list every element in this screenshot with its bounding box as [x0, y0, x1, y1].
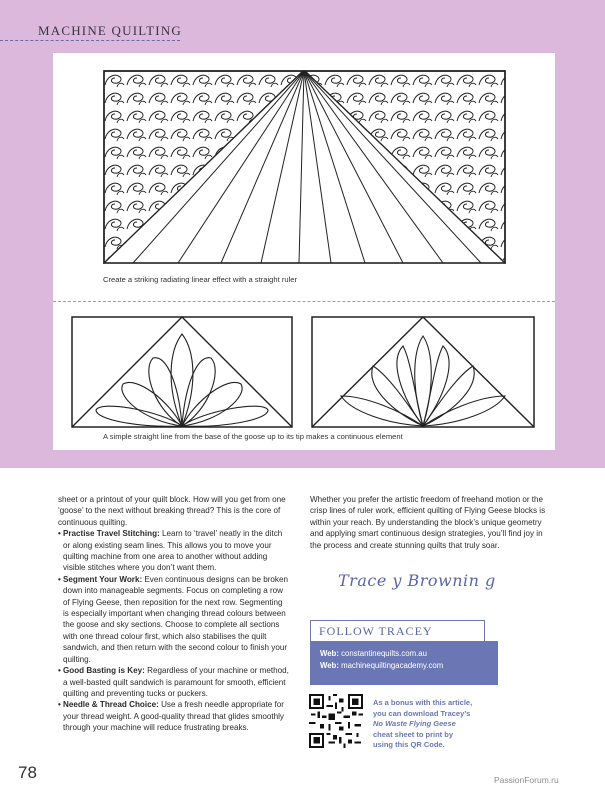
- bonus-line-3: cheat sheet to print by: [373, 729, 454, 739]
- tip-title: Good Basting is Key:: [63, 666, 145, 676]
- closing-paragraph: Whether you prefer the artistic freedom of freehand motion or the crisp lines of ruler work, efficient quilting of Flying Geese blocks is within your reach. By understanding the block’s unique geometry and applying smart continuous design strategies, you’ll find joy in the process and create stunning quilts that truly soar.: [310, 495, 546, 550]
- follow-box: [310, 641, 498, 685]
- bonus-title: No Waste Flying Geese: [373, 719, 456, 729]
- bonus-line-2: you can download Tracey’s: [373, 708, 471, 718]
- bonus-line-1: As a bonus with this article,: [373, 698, 473, 707]
- list-item: [58, 699, 290, 733]
- page-number: 78: [18, 763, 37, 782]
- web-line-2: [320, 660, 488, 672]
- bonus-note: [373, 698, 503, 751]
- tip-text: Learn to ‘travel’ neatly in the ditch or along existing seam lines. This allows you to move your quilting machine from one area to another without adding visible stitches where you don’t want them.: [63, 529, 283, 573]
- follow-header: [310, 620, 485, 642]
- tips-list: [58, 528, 290, 733]
- list-item: [58, 574, 290, 665]
- web-link-constantinequilts[interactable]: constantinequilts.com.au: [341, 649, 427, 658]
- tip-text: Even continuous designs can be broken down into manageable segments. Focus on completing a row of Flying Geese, then reposition for the next row. Segmenting is especially important when changing thread colours between the goose and sky sections. Choose to complete all sections with one thread colour first, which also stabilises the quilt sandwich, and then return with the second colour to finish your quilting.: [63, 574, 288, 664]
- web-link-machinequiltingacademy[interactable]: machinequiltingacademy.com: [341, 661, 444, 670]
- section-title: MACHINE QUILTING: [38, 23, 183, 38]
- web-label: Web:: [320, 649, 339, 658]
- dashed-rule: [0, 40, 180, 41]
- author-signature: Trace y Brownin g: [338, 571, 496, 590]
- radiating-lines-illustration: [103, 70, 506, 264]
- list-item: [58, 665, 290, 699]
- figure-card: [53, 53, 555, 450]
- left-column: [58, 494, 290, 734]
- qr-code-icon[interactable]: [309, 694, 363, 748]
- follow-title: FOLLOW TRACEY: [319, 624, 433, 638]
- tip-title: Needle & Thread Choice:: [63, 700, 159, 710]
- watermark: PassionForum.ru: [494, 775, 559, 785]
- bonus-line-4: using this QR Code.: [373, 740, 445, 750]
- flame-petal-illustration: [311, 316, 535, 428]
- caption-top: Create a striking radiating linear effect with a straight ruler: [103, 275, 298, 284]
- list-item: [58, 528, 290, 574]
- caption-bottom: A simple straight line from the base of the goose up to its tip makes a continuous element: [103, 432, 403, 441]
- right-column: [310, 494, 555, 551]
- dashed-divider: [53, 301, 555, 302]
- tip-title: Segment Your Work:: [63, 574, 143, 584]
- web-label: Web:: [320, 661, 339, 670]
- web-line-1: [320, 648, 488, 660]
- tip-title: Practise Travel Stitching:: [63, 529, 160, 539]
- tip-text: Regardless of your machine or method, a well-basted quilt sandwich is paramount for smooth, efficient quilting and preventing tucks or puckers.: [63, 666, 289, 698]
- fan-petal-illustration: [71, 316, 293, 428]
- intro-paragraph: sheet or a printout of your quilt block. How will you get from one ‘goose’ to the next without breaking thread? This is the core of continuous quilting.: [58, 495, 286, 527]
- tip-text: Use a fresh needle appropriate for your thread weight. A good-quality thread that glides smoothly through your machine will reduce frustrating breaks.: [63, 700, 284, 733]
